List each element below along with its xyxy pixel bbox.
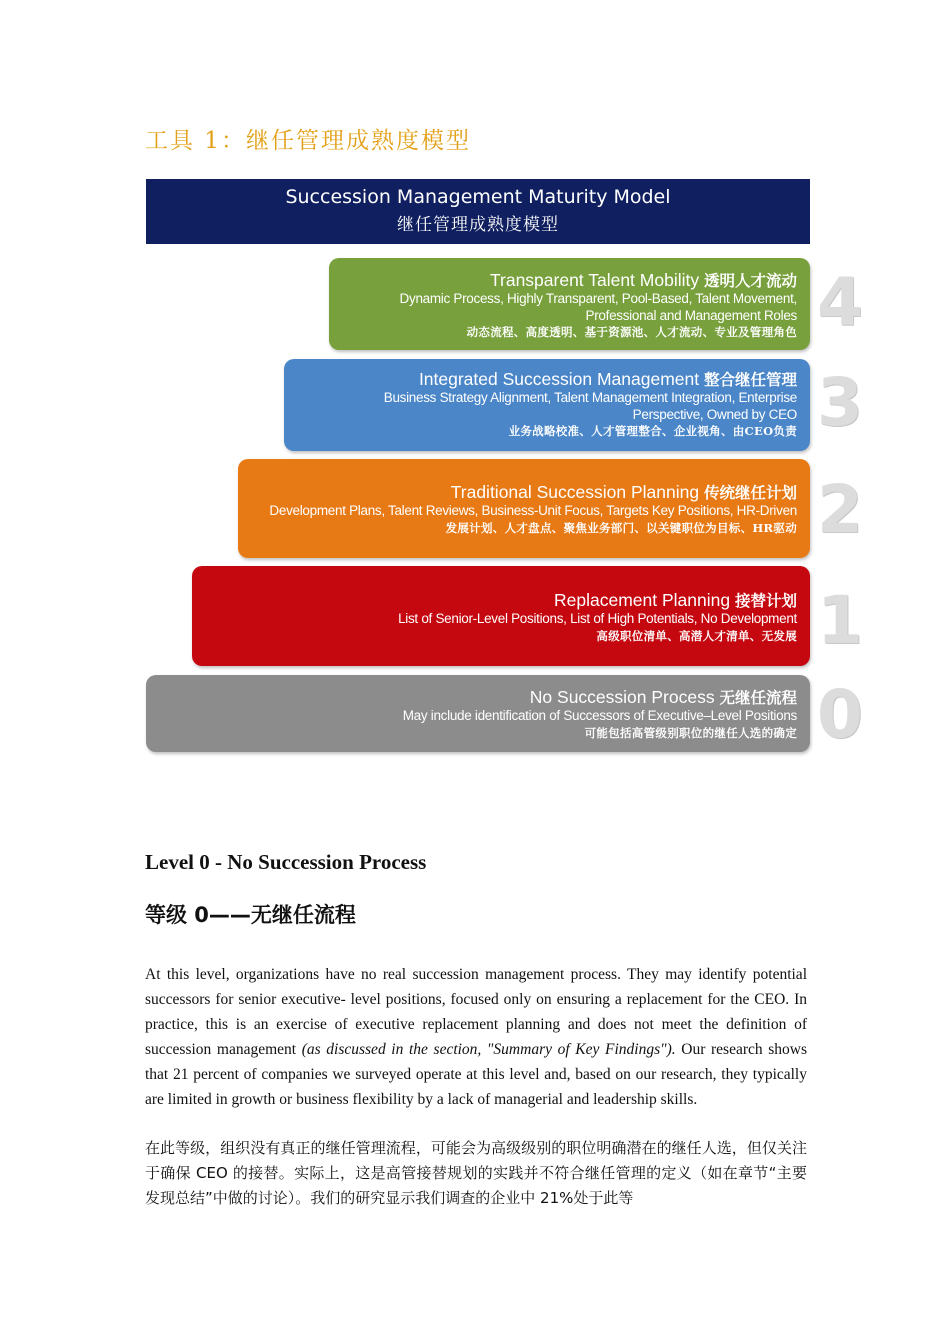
level-1-number: 1: [817, 582, 863, 659]
level-0-desc-en: May include identification of Successors of Executive–Level Positions: [402, 708, 797, 723]
level-1-desc-cn: 高级职位清单、高潜人才清单、无发展: [596, 628, 797, 643]
maturity-model-header: [146, 179, 810, 244]
level-3-number: 3: [817, 364, 863, 441]
level-3-step: [284, 359, 810, 451]
level-1-title: Replacement Planning 接替计划: [554, 590, 797, 610]
section-heading-cn: 等级 0——无继任流程: [145, 903, 356, 927]
level-4-title: Transparent Talent Mobility 透明人才流动: [489, 270, 797, 290]
level-3-title: Integrated Succession Management 整合继任管理: [418, 369, 797, 389]
level-2-desc-en: Development Plans, Talent Reviews, Business-Unit Focus, Targets Key Positions, HR-Driven: [269, 503, 797, 518]
level-3-desc-cn: 业务战略校准、人才管理整合、企业视角、由CEO负责: [508, 424, 797, 438]
level-3-desc-en: Business Strategy Alignment, Talent Management Integration, Enterprise Perspective, Owned by CEO: [383, 390, 797, 422]
level-0-step: [146, 675, 810, 752]
level-4-desc-en: Dynamic Process, Highly Transparent, Pool-Based, Talent Movement, Professional and Management Roles: [399, 291, 797, 323]
level-0-title: No Succession Process 无继任流程: [529, 687, 797, 707]
paragraph-en-italic: (as discussed in the section, "Summary of Key Findings").: [301, 1041, 676, 1058]
page-title: 工具 1：继任管理成熟度模型: [145, 128, 471, 154]
level-4-desc-cn: 动态流程、高度透明、基于资源池、人才流动、专业及管理角色: [466, 325, 797, 339]
level-1-step: [192, 566, 810, 666]
paragraph-cn: 在此等级，组织没有真正的继任管理流程，可能会为高级级别的职位明确潜在的继任人选，但仅关注于确保 CEO 的接替。实际上，这是高管接替规划的实践并不符合继任管理的定义（如在章节“主要发现总结”中做的讨论）。我们的研究显示我们调查的企业中 21%处于此等: [145, 1139, 807, 1207]
level-2-number: 2: [817, 471, 863, 548]
paragraph-en: At this level, organizations have no real succession management process. They may identify potential successors for senior executive- level positions, focused only on ensuring a replacement for the CEO. In practice, this is an exercise of executive replacement planning and does not meet the definition of succession management (as discussed in the section, "Summary of Key Findings"). Our research shows that 21 percent of companies we surveyed operate at this level and, based on our research, they typically are limited in growth or business flexibility by a lack of managerial and leadership skills.: [145, 966, 807, 1108]
model-title-cn: 继任管理成熟度模型: [397, 215, 559, 235]
level-0-desc-cn: 可能包括高管级别职位的继任人选的确定: [584, 725, 797, 740]
level-2-step: [238, 459, 810, 558]
level-2-title: Traditional Succession Planning 传统继任计划: [450, 482, 797, 502]
level-1-desc-en: List of Senior-Level Positions, List of High Potentials, No Development: [398, 611, 797, 626]
level-0-number: 0: [817, 676, 863, 753]
model-title-en: Succession Management Maturity Model: [285, 186, 671, 208]
section-heading-en: Level 0 - No Succession Process: [145, 850, 427, 874]
level-4-step: [329, 258, 810, 350]
level-2-desc-cn: 发展计划、人才盘点、聚焦业务部门、以关键职位为目标、HR驱动: [445, 520, 797, 535]
level-4-number: 4: [817, 264, 863, 341]
